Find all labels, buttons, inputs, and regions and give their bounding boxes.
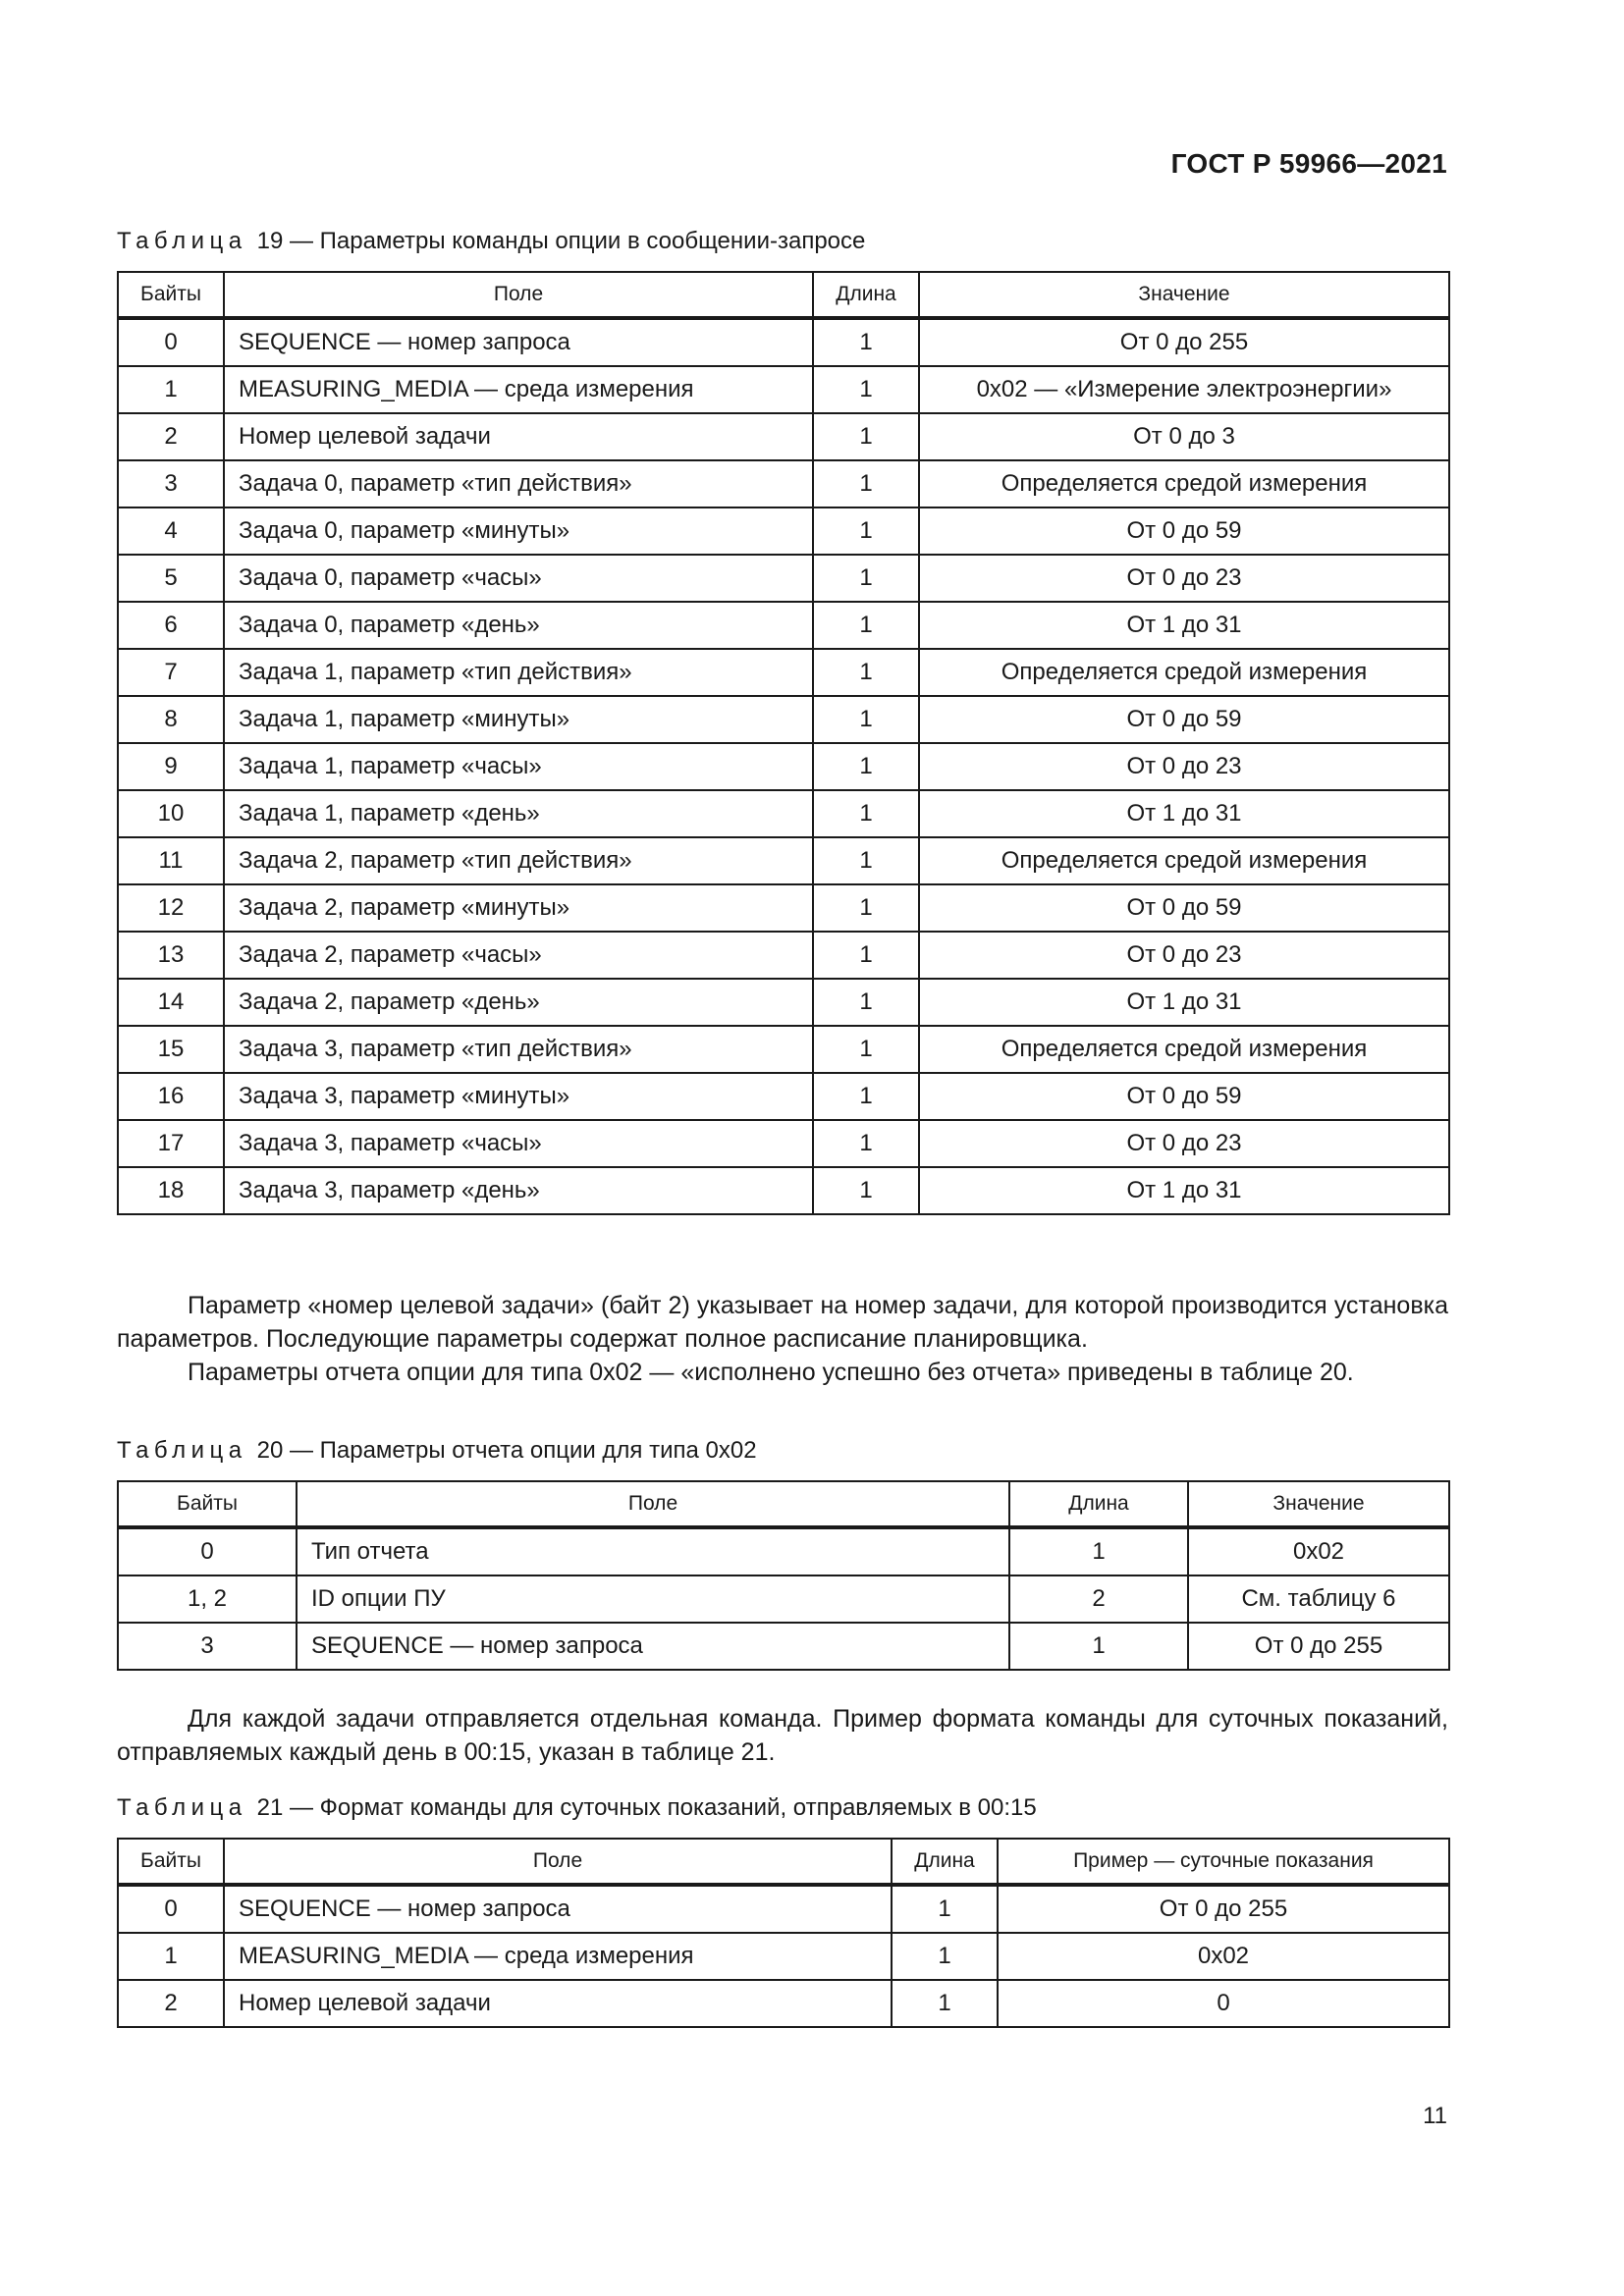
length-cell: 1 [813,649,919,696]
field-cell: SEQUENCE — номер запроса [224,1885,892,1933]
value-cell: От 0 до 59 [919,884,1449,932]
table-20-caption [117,1437,757,1465]
table-caption-text: 20 — Параметры отчета опции для типа 0x02 [256,1437,757,1464]
table-21 [117,1838,1450,2028]
document-id: ГОСТ Р 59966—2021 [1170,148,1447,179]
value-cell: От 1 до 31 [919,1167,1449,1214]
length-cell: 1 [892,1980,998,2027]
length-cell: 1 [813,507,919,555]
field-cell: Задача 0, параметр «часы» [224,555,813,602]
table-caption-text: 19 — Параметры команды опции в сообщении-запросе [256,228,866,254]
table-header-row [118,1481,1449,1527]
length-cell: 1 [813,1167,919,1214]
bytes-cell: 8 [118,696,224,743]
length-cell: 1 [813,555,919,602]
bytes-cell: 2 [118,1980,224,2027]
table-row [118,884,1449,932]
table-row [118,932,1449,979]
value-cell: Определяется средой измерения [919,837,1449,884]
column-header-field: Поле [297,1481,1009,1527]
field-cell: Задача 0, параметр «минуты» [224,507,813,555]
value-cell: От 0 до 59 [919,1073,1449,1120]
length-cell: 1 [813,932,919,979]
length-cell: 1 [813,1120,919,1167]
table-row [118,318,1449,366]
table-19-caption [117,228,865,255]
length-cell: 1 [892,1885,998,1933]
bytes-cell: 16 [118,1073,224,1120]
length-cell: 1 [813,884,919,932]
field-cell: Задача 3, параметр «тип действия» [224,1026,813,1073]
length-cell: 1 [813,460,919,507]
column-header-value: Значение [1188,1481,1449,1527]
table-row [118,1623,1449,1670]
table-row [118,743,1449,790]
field-cell: Задача 0, параметр «день» [224,602,813,649]
bytes-cell: 13 [118,932,224,979]
value-cell: От 0 до 23 [919,555,1449,602]
column-header-length: Длина [813,272,919,318]
table-row [118,555,1449,602]
table-label: Таблица [117,228,247,254]
bytes-cell: 1, 2 [118,1575,297,1623]
table-row [118,366,1449,413]
table-caption-text: 21 — Формат команды для суточных показаний, отправляемых в 00:15 [256,1794,1037,1821]
table-row [118,460,1449,507]
table-row [118,1120,1449,1167]
column-header-bytes: Байты [118,272,224,318]
bytes-cell: 15 [118,1026,224,1073]
value-cell: Определяется средой измерения [919,460,1449,507]
value-cell: От 0 до 23 [919,932,1449,979]
bytes-cell: 10 [118,790,224,837]
table-row [118,1073,1449,1120]
column-header-value: Значение [919,272,1449,318]
field-cell: Задача 2, параметр «минуты» [224,884,813,932]
bytes-cell: 1 [118,366,224,413]
table-row [118,979,1449,1026]
paragraph-group-1 [117,1289,1448,1389]
length-cell: 1 [813,413,919,460]
value-cell: От 0 до 255 [1188,1623,1449,1670]
value-cell: 0x02 — «Измерение электроэнергии» [919,366,1449,413]
table-row [118,649,1449,696]
bytes-cell: 9 [118,743,224,790]
bytes-cell: 7 [118,649,224,696]
length-cell: 1 [813,366,919,413]
field-cell: ID опции ПУ [297,1575,1009,1623]
table-header-row [118,272,1449,318]
bytes-cell: 0 [118,1885,224,1933]
table-20-body [118,1527,1449,1670]
column-header-field: Поле [224,1839,892,1885]
value-cell: 0x02 [1188,1527,1449,1575]
value-cell: От 1 до 31 [919,979,1449,1026]
table-header-row [118,1839,1449,1885]
bytes-cell: 17 [118,1120,224,1167]
value-cell: От 1 до 31 [919,790,1449,837]
length-cell: 1 [813,743,919,790]
field-cell: Задача 1, параметр «часы» [224,743,813,790]
table-row [118,1980,1449,2027]
field-cell: Задача 3, параметр «минуты» [224,1073,813,1120]
bytes-cell: 0 [118,1527,297,1575]
column-header-bytes: Байты [118,1481,297,1527]
length-cell: 2 [1009,1575,1188,1623]
table-row [118,1575,1449,1623]
table-row [118,1026,1449,1073]
length-cell: 1 [813,979,919,1026]
table-row [118,1885,1449,1933]
value-cell: От 1 до 31 [919,602,1449,649]
bytes-cell: 3 [118,1623,297,1670]
field-cell: MEASURING_MEDIA — среда измерения [224,1933,892,1980]
field-cell: Задача 0, параметр «тип действия» [224,460,813,507]
bytes-cell: 12 [118,884,224,932]
value-cell: Определяется средой измерения [919,1026,1449,1073]
field-cell: Задача 1, параметр «тип действия» [224,649,813,696]
table-label: Таблица [117,1794,247,1821]
field-cell: Задача 2, параметр «день» [224,979,813,1026]
bytes-cell: 0 [118,318,224,366]
bytes-cell: 18 [118,1167,224,1214]
paragraph: Параметры отчета опции для типа 0x02 — «исполнено успешно без отчета» приведены в таблице 20. [188,1359,1354,1386]
table-row [118,413,1449,460]
paragraph-group-2 [117,1702,1448,1769]
field-cell: Задача 3, параметр «часы» [224,1120,813,1167]
value-cell: От 0 до 255 [998,1885,1449,1933]
column-header-length: Длина [1009,1481,1188,1527]
length-cell: 1 [813,318,919,366]
value-cell: От 0 до 3 [919,413,1449,460]
bytes-cell: 4 [118,507,224,555]
table-row [118,1933,1449,1980]
length-cell: 1 [813,1073,919,1120]
bytes-cell: 14 [118,979,224,1026]
value-cell: 0 [998,1980,1449,2027]
table-19 [117,271,1450,1215]
length-cell: 1 [813,696,919,743]
bytes-cell: 5 [118,555,224,602]
table-21-body [118,1885,1449,2027]
table-21-caption [117,1794,1037,1822]
value-cell: См. таблицу 6 [1188,1575,1449,1623]
field-cell: Задача 1, параметр «день» [224,790,813,837]
value-cell: От 0 до 23 [919,1120,1449,1167]
table-19-body [118,318,1449,1214]
value-cell: 0x02 [998,1933,1449,1980]
bytes-cell: 11 [118,837,224,884]
bytes-cell: 6 [118,602,224,649]
field-cell: Задача 1, параметр «минуты» [224,696,813,743]
length-cell: 1 [813,790,919,837]
length-cell: 1 [892,1933,998,1980]
field-cell: Номер целевой задачи [224,413,813,460]
value-cell: От 0 до 59 [919,507,1449,555]
paragraph: Для каждой задачи отправляется отдельная команда. Пример формата команды для суточных показаний, отправляемых каждый день в 00:15, указан в таблице 21. [117,1705,1448,1766]
field-cell: Номер целевой задачи [224,1980,892,2027]
column-header-length: Длина [892,1839,998,1885]
column-header-bytes: Байты [118,1839,224,1885]
column-header-field: Поле [224,272,813,318]
paragraph: Параметр «номер целевой задачи» (байт 2) указывает на номер задачи, для которой производится установка параметров. Последующие параметры содержат полное расписание планировщика. [117,1292,1448,1353]
value-cell: От 0 до 59 [919,696,1449,743]
value-cell: Определяется средой измерения [919,649,1449,696]
table-row [118,1527,1449,1575]
length-cell: 1 [813,1026,919,1073]
table-row [118,696,1449,743]
field-cell: MEASURING_MEDIA — среда измерения [224,366,813,413]
bytes-cell: 1 [118,1933,224,1980]
field-cell: SEQUENCE — номер запроса [297,1623,1009,1670]
length-cell: 1 [813,602,919,649]
table-row [118,602,1449,649]
page-number: 11 [1423,2103,1447,2129]
value-cell: От 0 до 255 [919,318,1449,366]
field-cell: Задача 2, параметр «тип действия» [224,837,813,884]
field-cell: SEQUENCE — номер запроса [224,318,813,366]
table-label: Таблица [117,1437,247,1464]
field-cell: Задача 3, параметр «день» [224,1167,813,1214]
table-row [118,837,1449,884]
field-cell: Задача 2, параметр «часы» [224,932,813,979]
length-cell: 1 [1009,1623,1188,1670]
length-cell: 1 [813,837,919,884]
table-row [118,790,1449,837]
table-row [118,507,1449,555]
table-row [118,1167,1449,1214]
table-20 [117,1480,1450,1671]
bytes-cell: 2 [118,413,224,460]
bytes-cell: 3 [118,460,224,507]
value-cell: От 0 до 23 [919,743,1449,790]
length-cell: 1 [1009,1527,1188,1575]
field-cell: Тип отчета [297,1527,1009,1575]
column-header-example: Пример — суточные показания [998,1839,1449,1885]
